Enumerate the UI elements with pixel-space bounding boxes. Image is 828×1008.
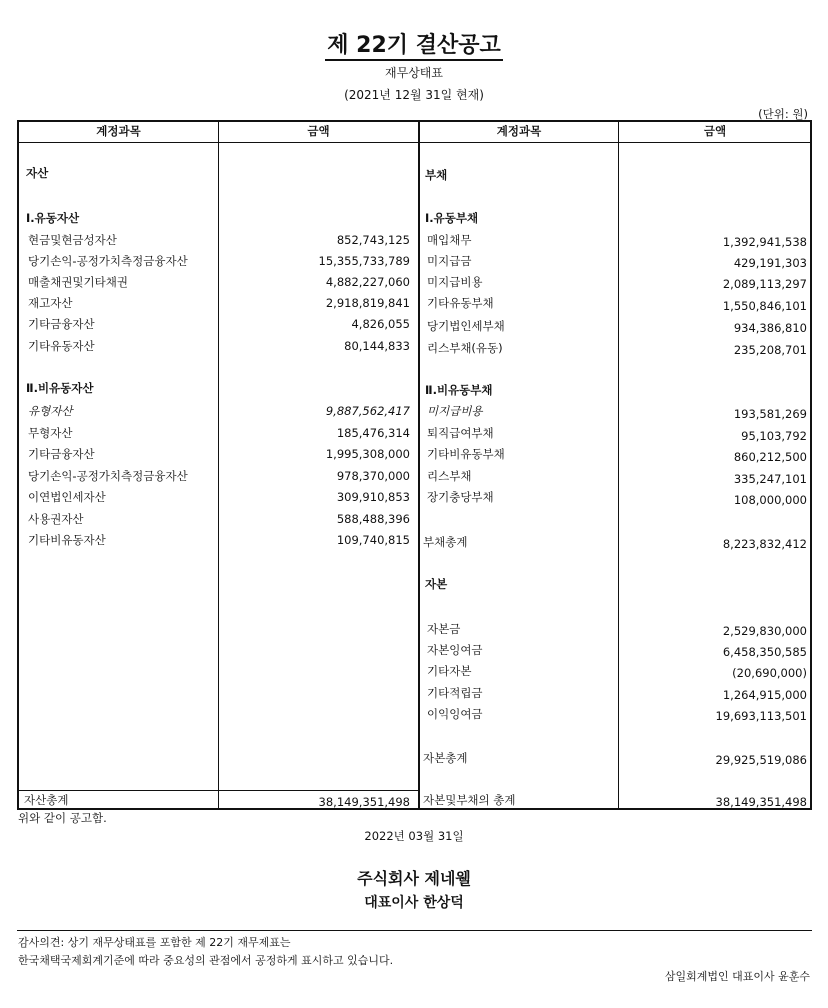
asset-amount: 109,740,815	[336, 533, 410, 547]
liability-amount: 335,247,101	[733, 472, 807, 486]
asset-label: 당기손익-공정가치측정금융자산	[28, 469, 188, 483]
asset-amount: 978,370,000	[336, 469, 410, 483]
liability-amount: 860,212,500	[733, 450, 807, 464]
asset-label: 이연법인세자산	[28, 490, 106, 504]
total-liabilities-amount: 8,223,832,412	[722, 537, 807, 551]
col-header-amount-left: 금액	[307, 124, 330, 138]
notice-date: 2022년 03월 31일	[364, 829, 464, 843]
liability-label: 기타유동부채	[427, 296, 494, 310]
audit-opinion-line-1: 감사의견: 상기 재무상태표를 포함한 제 22기 재무제표는	[18, 936, 291, 949]
asset-label: 현금및현금성자산	[28, 233, 117, 247]
section-equity: 자본	[425, 577, 448, 591]
equity-label: 기타자본	[427, 664, 472, 678]
asset-label: 기타비유동자산	[28, 533, 106, 547]
asset-label: 당기손익-공정가치측정금융자산	[28, 254, 188, 268]
asset-amount: 9,887,562,417	[325, 404, 410, 418]
col-header-account-left: 계정과목	[96, 124, 141, 138]
liability-amount: 235,208,701	[733, 343, 807, 357]
equity-amount: (20,690,000)	[732, 666, 807, 680]
liability-label: 매입채무	[427, 233, 472, 247]
divider	[418, 120, 420, 810]
grand-total-label: 자본및부채의 총계	[423, 793, 516, 807]
asset-amount: 80,144,833	[344, 339, 410, 353]
total-equity-amount: 29,925,519,086	[715, 753, 807, 767]
section-liabilities: 부채	[425, 168, 448, 182]
section-assets: 자산	[26, 166, 49, 180]
asset-amount: 4,882,227,060	[325, 275, 410, 289]
noncurrent-liabilities-title: Ⅱ.비유동부채	[425, 383, 493, 397]
total-equity-label: 자본총계	[423, 751, 468, 765]
asset-amount: 15,355,733,789	[318, 254, 410, 268]
current-assets-title: Ⅰ.유동자산	[26, 211, 80, 225]
asset-label: 유형자산	[28, 404, 73, 418]
liability-label: 미지급금	[427, 254, 472, 268]
liability-label: 퇴직급여부채	[427, 426, 494, 440]
liability-amount: 934,386,810	[733, 321, 807, 335]
divider	[618, 120, 619, 810]
divider	[218, 120, 219, 810]
liability-amount: 429,191,303	[733, 256, 807, 270]
asset-label: 재고자산	[28, 296, 73, 310]
liability-amount: 108,000,000	[733, 493, 807, 507]
ceo-name: 대표이사 한상덕	[364, 895, 464, 911]
col-header-account-right: 계정과목	[496, 124, 542, 138]
divider	[17, 142, 812, 143]
asset-amount: 852,743,125	[336, 233, 410, 247]
equity-amount: 1,264,915,000	[722, 688, 807, 702]
balance-sheet-table	[17, 120, 812, 810]
divider	[17, 930, 812, 931]
equity-label: 자본금	[427, 622, 461, 636]
audit-opinion-line-2: 한국채택국제회계기준에 따라 중요성의 관점에서 공정하게 표시하고 있습니다.	[18, 954, 394, 967]
total-assets-label: 자산총계	[24, 793, 69, 807]
notice-text: 위와 같이 공고함.	[18, 811, 107, 825]
equity-label: 자본잉여금	[427, 643, 483, 657]
equity-label: 이익잉여금	[427, 707, 483, 721]
noncurrent-assets-title: Ⅱ.비유동자산	[26, 381, 94, 395]
col-header-amount-right: 금액	[703, 124, 727, 138]
liability-amount: 1,392,941,538	[722, 235, 807, 249]
unit-label: (단위: 원)	[758, 107, 808, 121]
liability-amount: 1,550,846,101	[722, 299, 807, 313]
as-of-date: (2021년 12월 31일 현재)	[344, 88, 484, 102]
asset-label: 매출채권및기타채권	[28, 275, 128, 289]
asset-amount: 309,910,853	[336, 490, 410, 504]
asset-label: 기타유동자산	[28, 339, 95, 353]
liability-label: 기타비유동부채	[427, 447, 505, 461]
asset-amount: 588,488,396	[336, 512, 410, 526]
divider	[17, 790, 419, 791]
liability-label: 미지급비용	[427, 275, 483, 289]
total-liabilities-label: 부채총계	[423, 535, 468, 549]
liability-label: 리스부채	[427, 469, 472, 483]
asset-amount: 1,995,308,000	[325, 447, 410, 461]
equity-amount: 6,458,350,585	[722, 645, 807, 659]
grand-total-amount: 38,149,351,498	[715, 795, 807, 809]
asset-amount: 2,918,819,841	[325, 296, 410, 310]
asset-label: 기타금융자산	[28, 447, 95, 461]
liability-label: 장기충당부채	[427, 490, 494, 504]
total-assets-amount: 38,149,351,498	[318, 795, 410, 809]
liability-label: 미지급비용	[427, 404, 483, 418]
liability-label: 리스부채(유동)	[427, 341, 503, 355]
page-title	[0, 28, 828, 59]
equity-amount: 19,693,113,501	[715, 709, 807, 723]
equity-label: 기타적립금	[427, 686, 483, 700]
company-name: 주식회사 제네웰	[357, 869, 471, 888]
liability-amount: 2,089,113,297	[722, 277, 807, 291]
current-liabilities-title: Ⅰ.유동부채	[425, 211, 479, 225]
statement-name: 재무상태표	[385, 66, 443, 80]
liability-amount: 193,581,269	[733, 407, 807, 421]
asset-label: 기타금융자산	[28, 317, 95, 331]
title-text: 제 22기 결산공고	[325, 33, 502, 61]
asset-label: 무형자산	[28, 426, 73, 440]
asset-amount: 4,826,055	[351, 317, 410, 331]
equity-amount: 2,529,830,000	[722, 624, 807, 638]
liability-amount: 95,103,792	[741, 429, 807, 443]
auditor-name: 삼일회계법인 대표이사 윤훈수	[664, 970, 810, 983]
asset-label: 사용권자산	[28, 512, 84, 526]
asset-amount: 185,476,314	[336, 426, 410, 440]
liability-label: 당기법인세부채	[427, 319, 505, 333]
